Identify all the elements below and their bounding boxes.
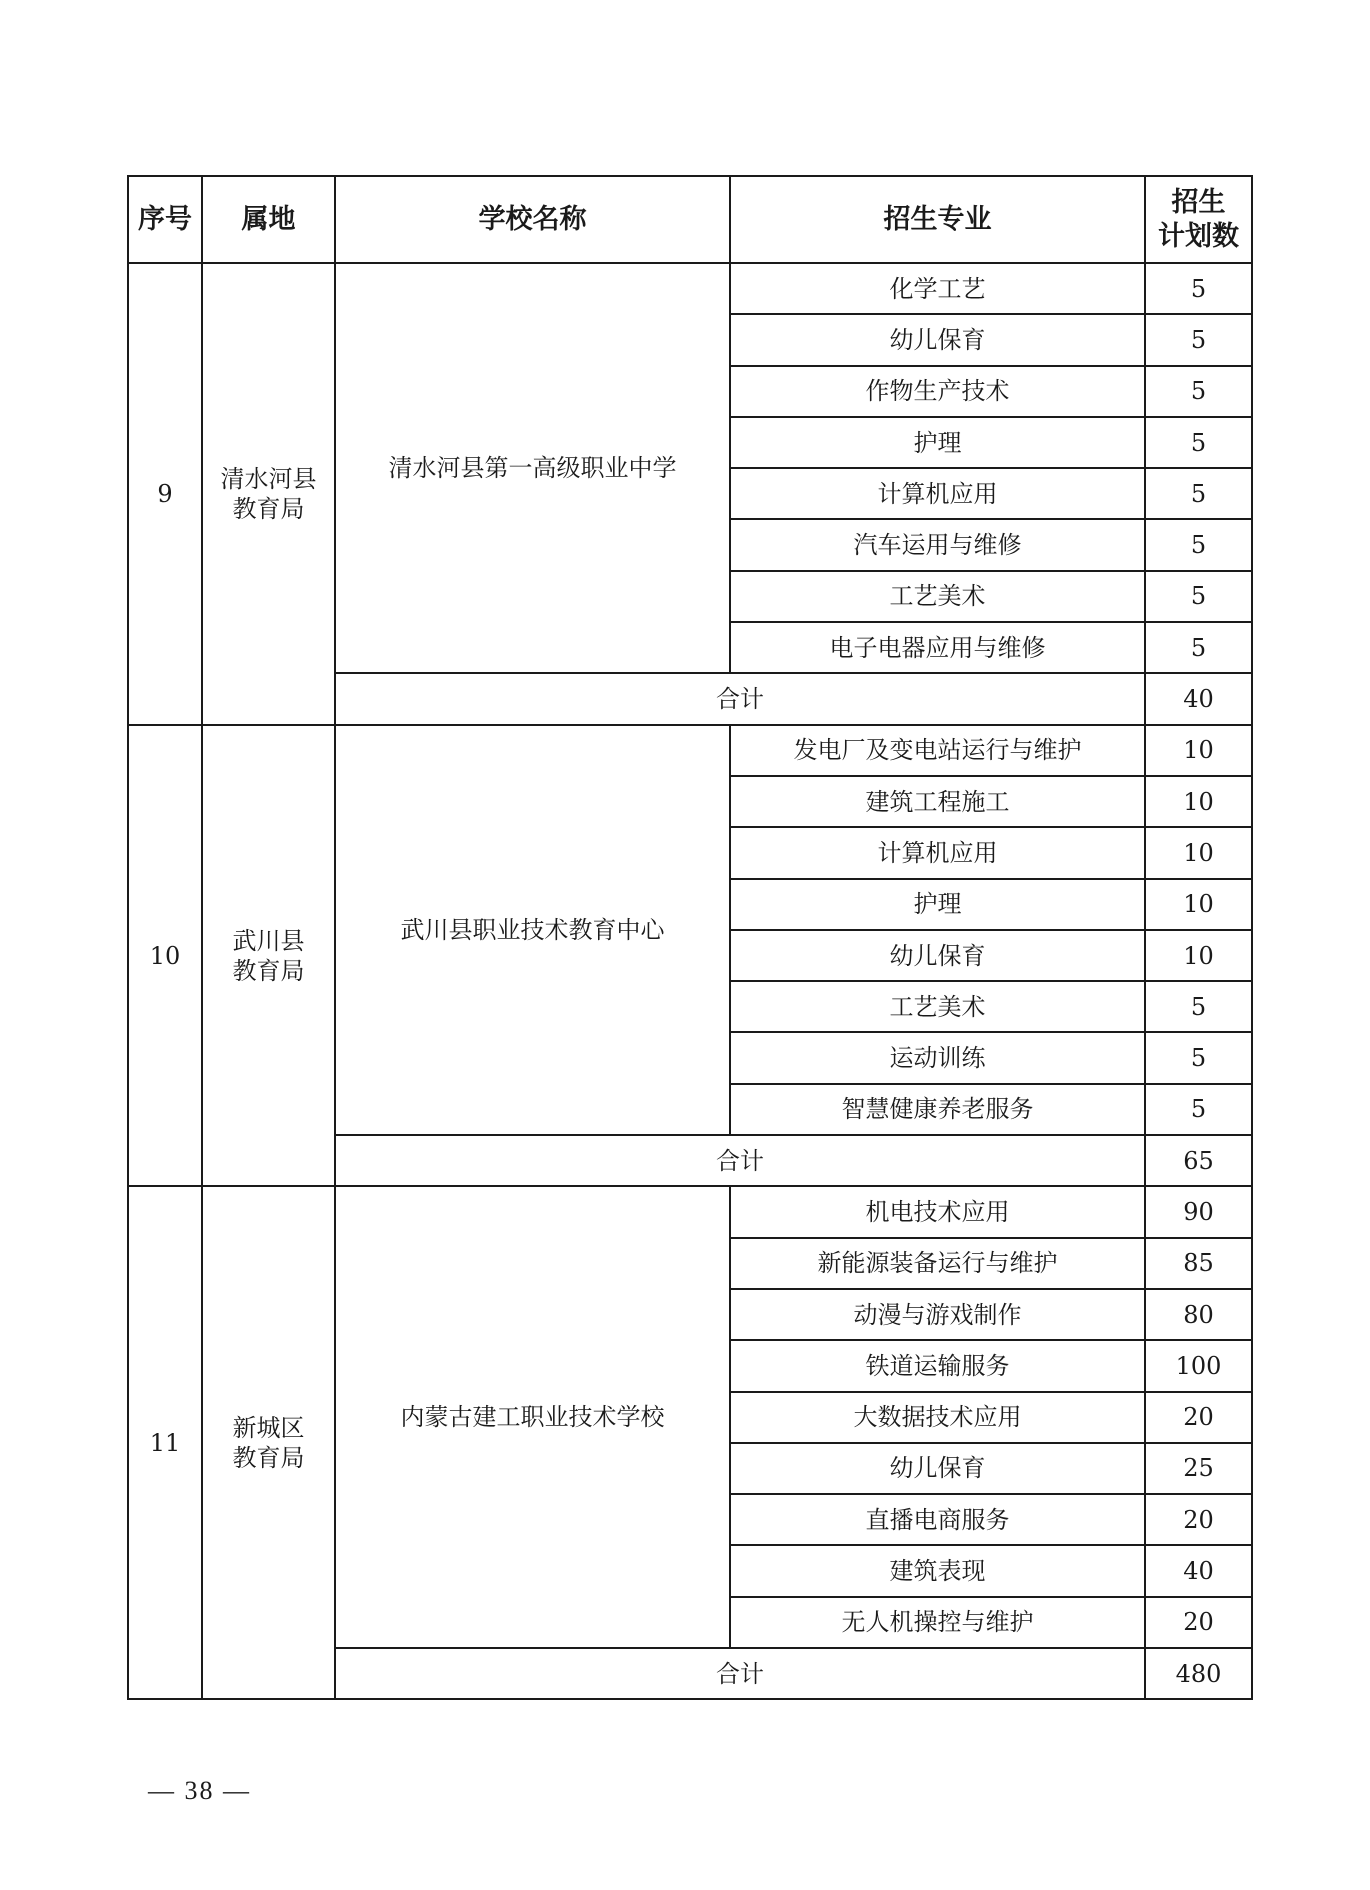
region-line2: 教育局 bbox=[232, 494, 305, 523]
plan-count: 5 bbox=[1145, 519, 1252, 570]
major-name: 直播电商服务 bbox=[730, 1494, 1145, 1545]
plan-count: 5 bbox=[1145, 263, 1252, 314]
header-major: 招生专业 bbox=[730, 176, 1145, 263]
total-label: 合计 bbox=[335, 1135, 1145, 1186]
table-header-row bbox=[128, 176, 1252, 263]
group-region bbox=[202, 1186, 335, 1699]
plan-count: 10 bbox=[1145, 827, 1252, 878]
major-name: 护理 bbox=[730, 417, 1145, 468]
plan-count: 20 bbox=[1145, 1494, 1252, 1545]
plan-count: 5 bbox=[1145, 1032, 1252, 1083]
plan-count: 90 bbox=[1145, 1186, 1252, 1237]
plan-count: 5 bbox=[1145, 366, 1252, 417]
region-line2: 教育局 bbox=[232, 1443, 305, 1472]
region-line1: 武川县 bbox=[232, 926, 305, 955]
header-count bbox=[1145, 176, 1252, 263]
header-school: 学校名称 bbox=[335, 176, 730, 263]
total-count: 40 bbox=[1145, 673, 1252, 724]
plan-count: 10 bbox=[1145, 879, 1252, 930]
table-row bbox=[128, 725, 1252, 776]
major-name: 发电厂及变电站运行与维护 bbox=[730, 725, 1145, 776]
major-name: 作物生产技术 bbox=[730, 366, 1145, 417]
major-name: 无人机操控与维护 bbox=[730, 1597, 1145, 1648]
plan-count: 40 bbox=[1145, 1545, 1252, 1596]
total-label: 合计 bbox=[335, 673, 1145, 724]
plan-count: 10 bbox=[1145, 725, 1252, 776]
major-name: 幼儿保育 bbox=[730, 930, 1145, 981]
major-name: 建筑工程施工 bbox=[730, 776, 1145, 827]
group-region bbox=[202, 725, 335, 1187]
header-region: 属地 bbox=[202, 176, 335, 263]
major-name: 建筑表现 bbox=[730, 1545, 1145, 1596]
major-name: 新能源装备运行与维护 bbox=[730, 1238, 1145, 1289]
plan-count: 5 bbox=[1145, 981, 1252, 1032]
region-line1: 新城区 bbox=[232, 1413, 305, 1442]
header-count-line1: 招生 bbox=[1171, 186, 1226, 218]
plan-count: 5 bbox=[1145, 1084, 1252, 1135]
plan-count: 5 bbox=[1145, 468, 1252, 519]
major-name: 电子电器应用与维修 bbox=[730, 622, 1145, 673]
total-label: 合计 bbox=[335, 1648, 1145, 1699]
plan-count: 10 bbox=[1145, 930, 1252, 981]
page-number: — 38 — bbox=[148, 1776, 251, 1805]
plan-count: 85 bbox=[1145, 1238, 1252, 1289]
plan-count: 100 bbox=[1145, 1340, 1252, 1391]
plan-count: 20 bbox=[1145, 1597, 1252, 1648]
plan-count: 5 bbox=[1145, 417, 1252, 468]
table-row bbox=[128, 1186, 1252, 1237]
plan-count: 80 bbox=[1145, 1289, 1252, 1340]
major-name: 幼儿保育 bbox=[730, 314, 1145, 365]
plan-count: 5 bbox=[1145, 622, 1252, 673]
group-index: 11 bbox=[128, 1186, 202, 1699]
school-name: 武川县职业技术教育中心 bbox=[335, 725, 730, 1135]
school-name: 内蒙古建工职业技术学校 bbox=[335, 1186, 730, 1648]
region-line2: 教育局 bbox=[232, 956, 305, 985]
major-name: 护理 bbox=[730, 879, 1145, 930]
group-index: 9 bbox=[128, 263, 202, 725]
enrollment-plan-table bbox=[127, 175, 1253, 1700]
group-index: 10 bbox=[128, 725, 202, 1187]
major-name: 汽车运用与维修 bbox=[730, 519, 1145, 570]
major-name: 计算机应用 bbox=[730, 468, 1145, 519]
total-count: 480 bbox=[1145, 1648, 1252, 1699]
plan-count: 5 bbox=[1145, 571, 1252, 622]
major-name: 计算机应用 bbox=[730, 827, 1145, 878]
major-name: 化学工艺 bbox=[730, 263, 1145, 314]
major-name: 动漫与游戏制作 bbox=[730, 1289, 1145, 1340]
plan-count: 20 bbox=[1145, 1392, 1252, 1443]
header-count-line2: 计划数 bbox=[1158, 220, 1239, 252]
group-region bbox=[202, 263, 335, 725]
major-name: 幼儿保育 bbox=[730, 1443, 1145, 1494]
header-index: 序号 bbox=[128, 176, 202, 263]
plan-count: 5 bbox=[1145, 314, 1252, 365]
total-count: 65 bbox=[1145, 1135, 1252, 1186]
table-row bbox=[128, 263, 1252, 314]
plan-count: 25 bbox=[1145, 1443, 1252, 1494]
major-name: 工艺美术 bbox=[730, 981, 1145, 1032]
major-name: 运动训练 bbox=[730, 1032, 1145, 1083]
major-name: 工艺美术 bbox=[730, 571, 1145, 622]
region-line1: 清水河县 bbox=[220, 464, 317, 493]
school-name: 清水河县第一高级职业中学 bbox=[335, 263, 730, 673]
major-name: 机电技术应用 bbox=[730, 1186, 1145, 1237]
plan-count: 10 bbox=[1145, 776, 1252, 827]
major-name: 铁道运输服务 bbox=[730, 1340, 1145, 1391]
major-name: 大数据技术应用 bbox=[730, 1392, 1145, 1443]
major-name: 智慧健康养老服务 bbox=[730, 1084, 1145, 1135]
